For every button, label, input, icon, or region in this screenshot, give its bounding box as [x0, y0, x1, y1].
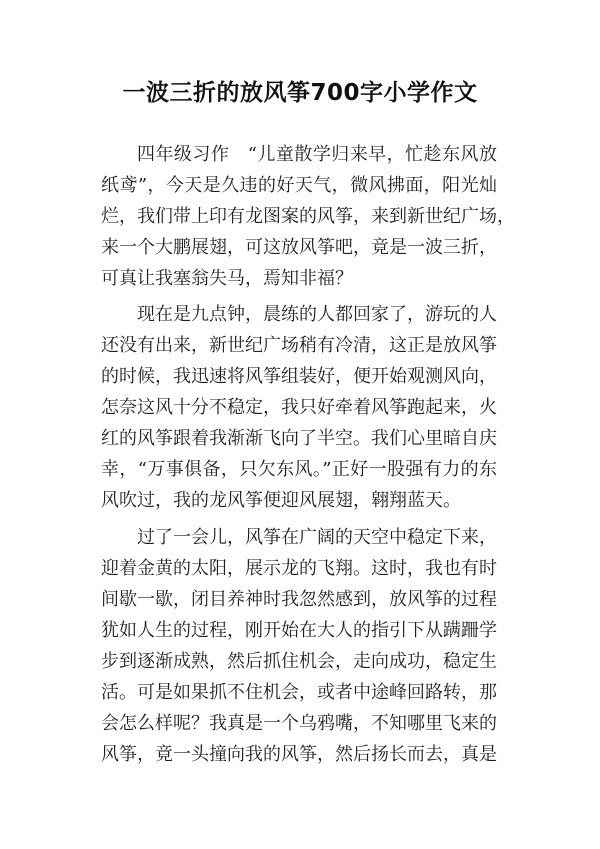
document-title: 一波三折的放风筝700字小学作文: [122, 80, 478, 106]
paragraph-1-line-3: 烂，我们带上印有龙图案的风筝，来到新世纪广场，: [101, 206, 515, 227]
paragraph-1-line-2: 纸鸢”，今天是久违的好天气，微风拂面，阳光灿: [101, 175, 497, 196]
paragraph-2-line-2: 还没有出来，新世纪广场稍有冷清，这正是放风筝: [101, 335, 497, 356]
paragraph-3-line-3: 间歇一歇，闭目养神时我忽然感到，放风筝的过程: [101, 589, 497, 610]
paragraph-3-line-7: 会怎么样呢？我真是一个乌鸦嘴，不知哪里飞来的: [101, 713, 497, 734]
paragraph-2-line-3: 的时候，我迅速将风筝组装好，便开始观测风向，: [101, 366, 497, 387]
paragraph-2-line-6: 幸，“万事俱备，只欠东风。”正好一股强有力的东: [101, 459, 497, 480]
paragraph-2-line-5: 红的风筝跟着我渐渐飞向了半空。我们心里暗自庆: [101, 428, 497, 449]
paragraph-3-line-8: 风筝，竟一头撞向我的风筝，然后扬长而去，真是: [101, 744, 497, 765]
paragraph-2-line-4: 怎奈这风十分不稳定，我只好牵着风筝跑起来，火: [101, 397, 497, 418]
paragraph-3-line-1: 过了一会儿，风筝在广阔的天空中稳定下来，: [137, 527, 497, 548]
paragraph-3-line-2: 迎着金黄的太阳，展示龙的飞翔。这时，我也有时: [101, 558, 497, 579]
paragraph-3-line-5: 步到逐渐成熟，然后抓住机会，走向成功，稳定生: [101, 651, 497, 672]
paragraph-2-line-7: 风吹过，我的龙风筝便迎风展翅，翱翔蓝天。: [101, 490, 461, 511]
paragraph-3-line-4: 犹如人生的过程，刚开始在大人的指引下从蹒跚学: [101, 620, 497, 641]
paragraph-1-line-4: 来一个大鹏展翅，可这放风筝吧，竟是一波三折，: [101, 237, 497, 258]
paragraph-3-line-6: 活。可是如果抓不住机会，或者中途峰回路转，那: [101, 682, 497, 703]
paragraph-1-line-5: 可真让我塞翁失马，焉知非福？: [101, 268, 353, 289]
paragraph-1-line-1: 四年级习作 “儿童散学归来早，忙趁东风放: [137, 144, 497, 165]
paragraph-2-line-1: 现在是九点钟，晨练的人都回家了，游玩的人: [137, 304, 497, 325]
